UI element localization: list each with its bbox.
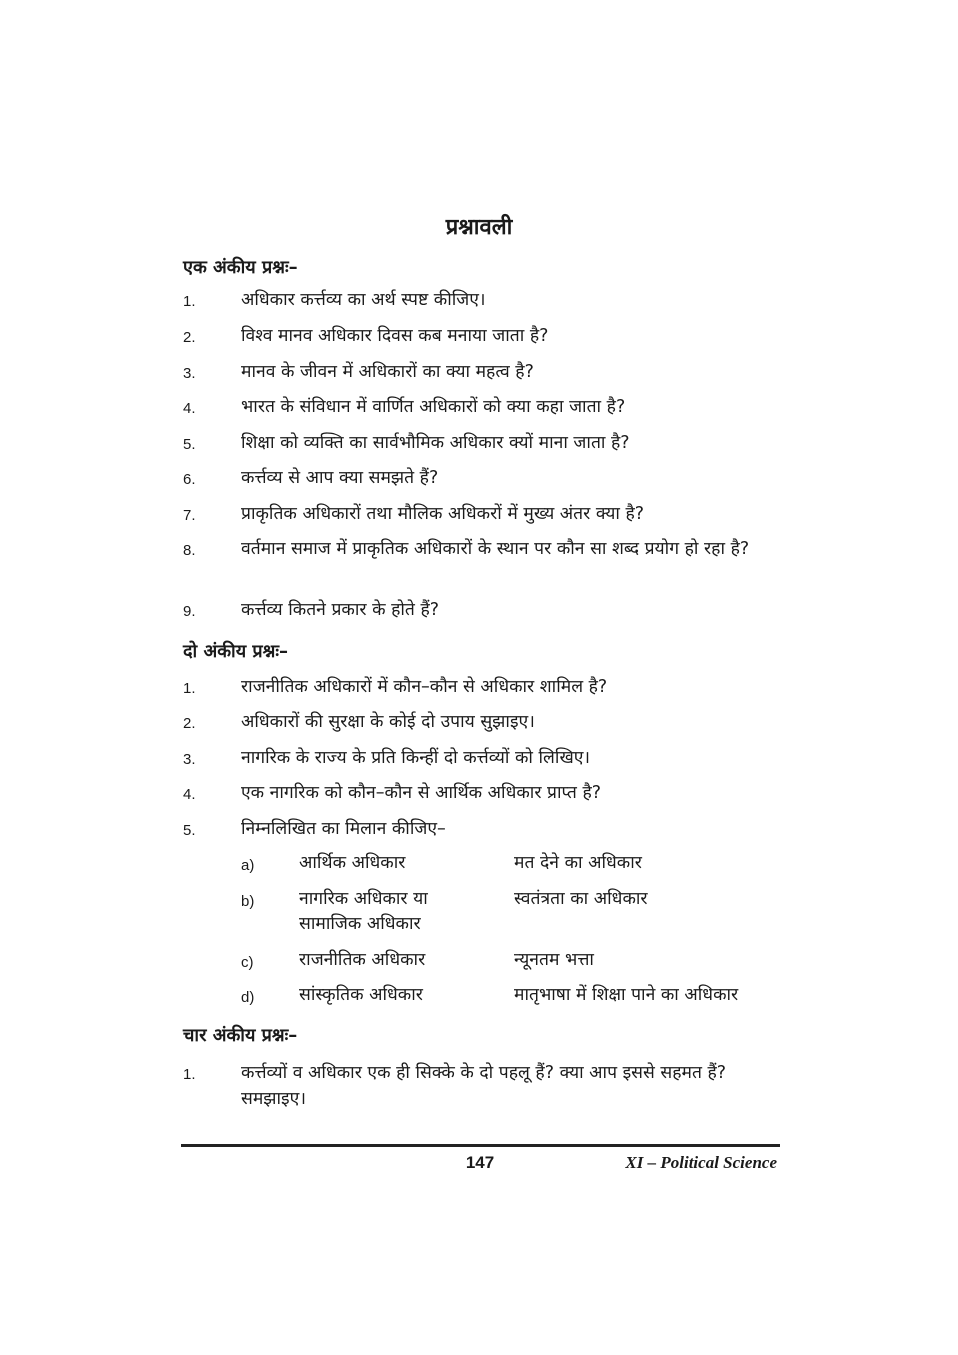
question-text: नागरिक के राज्य के प्रति किन्हीं दो कर्त्तव्यों को लिखिए। [241, 748, 591, 768]
question-number: 2. [183, 329, 196, 346]
question-text: निम्नलिखित का मिलान कीजिए– [241, 819, 446, 839]
question-text: राजनीतिक अधिकारों में कौन–कौन से अधिकार शामिल है? [241, 677, 608, 697]
question-number: 5. [183, 436, 196, 453]
section-heading: एक अंकीय प्रश्नः– [183, 257, 298, 278]
question-text: कर्त्तव्यों व अधिकार एक ही सिक्के के दो पहलू हैं? क्या आप इससे सहमत हैं? समझाइए। [241, 1063, 727, 1109]
page-number: 147 [465, 1153, 495, 1172]
question-number: 9. [183, 603, 196, 620]
question-number: 2. [183, 715, 196, 732]
question-number: 3. [183, 751, 196, 768]
match-right-item: न्यूनतम भत्ता [514, 950, 594, 970]
question-number: 4. [183, 400, 196, 417]
match-left-item: आर्थिक अधिकार [299, 853, 406, 873]
match-letter: c) [241, 954, 254, 971]
question-text: कर्त्तव्य कितने प्रकार के होते हैं? [241, 600, 440, 620]
match-right-item: मातृभाषा में शिक्षा पाने का अधिकार [514, 985, 739, 1005]
question-number: 4. [183, 786, 196, 803]
question-number: 5. [183, 822, 196, 839]
page-title: प्रश्नावली [445, 215, 513, 240]
match-left-item: राजनीतिक अधिकार [299, 950, 426, 970]
footer-rule [181, 1144, 780, 1147]
match-right-item: स्वतंत्रता का अधिकार [514, 889, 648, 909]
section-heading: दो अंकीय प्रश्नः– [183, 641, 289, 662]
footer-subject: XI – Political Science [625, 1153, 777, 1172]
question-number: 6. [183, 471, 196, 488]
match-left-item: नागरिक अधिकार या सामाजिक अधिकार [299, 889, 428, 934]
question-number: 1. [183, 1066, 196, 1083]
match-right-item: मत देने का अधिकार [514, 853, 642, 873]
question-text: प्राकृतिक अधिकारों तथा मौलिक अधिकरों में मुख्य अंतर क्या है? [241, 504, 645, 524]
question-text: भारत के संविधान में वार्णित अधिकारों को क्या कहा जाता है? [241, 397, 626, 417]
question-number: 8. [183, 542, 196, 559]
question-text: एक नागरिक को कौन–कौन से आर्थिक अधिकार प्राप्त है? [241, 783, 602, 803]
question-text: मानव के जीवन में अधिकारों का क्या महत्व है? [241, 362, 534, 382]
match-left-item: सांस्कृतिक अधिकार [299, 985, 423, 1005]
question-number: 3. [183, 365, 196, 382]
section-heading: चार अंकीय प्रश्नः– [183, 1025, 298, 1046]
question-number: 1. [183, 293, 196, 310]
question-text: अधिकार कर्त्तव्य का अर्थ स्पष्ट कीजिए। [241, 290, 486, 310]
question-text: विश्व मानव अधिकार दिवस कब मनाया जाता है? [241, 326, 549, 346]
question-text: कर्त्तव्य से आप क्या समझते हैं? [241, 468, 439, 488]
match-letter: d) [241, 989, 255, 1006]
match-letter: a) [241, 857, 255, 874]
question-text: शिक्षा को व्यक्ति का सार्वभौमिक अधिकार क्यों माना जाता है? [241, 433, 630, 453]
question-number: 1. [183, 680, 196, 697]
question-text: अधिकारों की सुरक्षा के कोई दो उपाय सुझाइए। [241, 712, 535, 732]
question-text: वर्तमान समाज में प्राकृतिक अधिकारों के स्थान पर कौन सा शब्द प्रयोग हो रहा है? [241, 539, 750, 559]
match-letter: b) [241, 893, 255, 910]
question-number: 7. [183, 507, 196, 524]
